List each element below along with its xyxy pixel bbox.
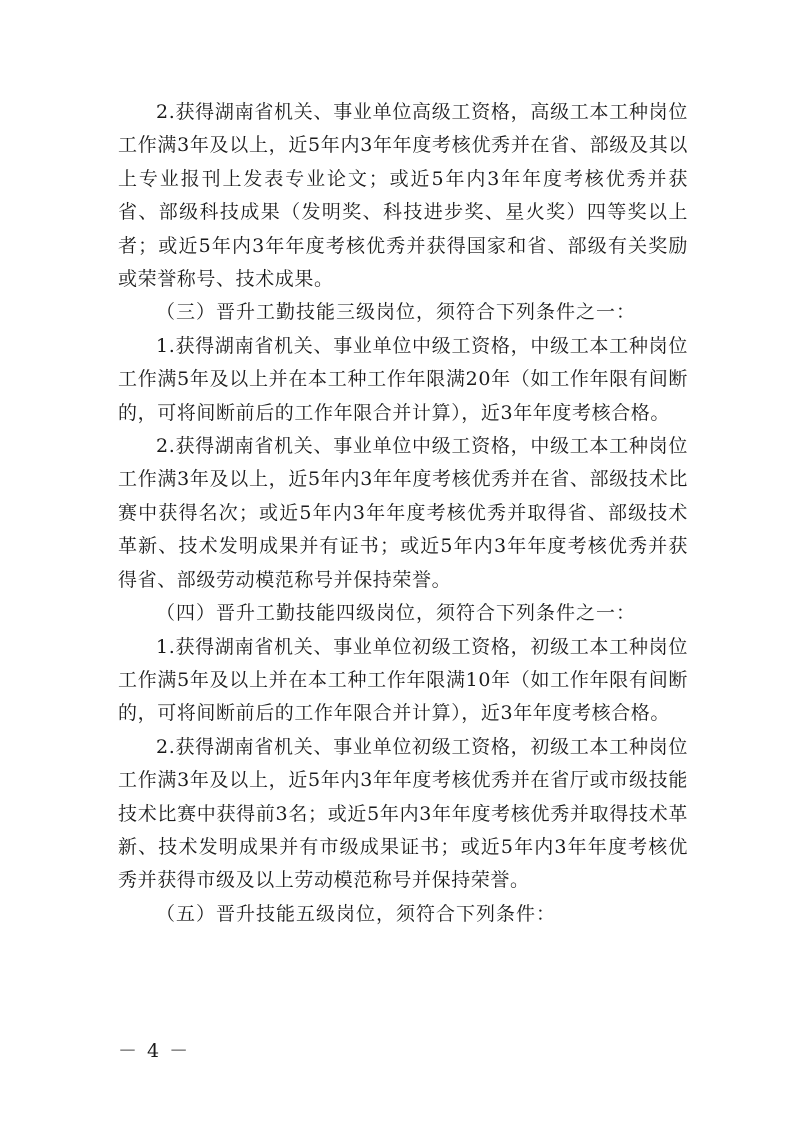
paragraph-level-3-condition-2: 2.获得湖南省机关、事业单位中级工资格，中级工本工种岗位工作满3年及以上，近5年内3年年度考核优秀并在省、部级技术比赛中获得名次；或近5年内3年年度考核优秀并取得省、部级技术革新、技术发明成果并有证书；或近5年内3年年度考核优秀并获得省、部级劳动模范称号并保持荣誉。 (118, 435, 688, 591)
paragraph-level-3-condition-1: 1.获得湖南省机关、事业单位中级工资格，中级工本工种岗位工作满5年及以上并在本工种工作年限满20年（如工作年限有间断的，可将间断前后的工作年限合并计算），近3年年度考核合格。 (118, 334, 688, 424)
paragraph-level-4-condition-1: 1.获得湖南省机关、事业单位初级工资格，初级工本工种岗位工作满5年及以上并在本工种工作年限满10年（如工作年限有间断的，可将间断前后的工作年限合并计算），近3年年度考核合格。 (118, 635, 688, 725)
paragraph-senior-worker-condition-2: 2.获得湖南省机关、事业单位高级工资格，高级工本工种岗位工作满3年及以上，近5年内3年年度考核优秀并在省、部级及其以上专业报刊上发表专业论文；或近5年内3年年度考核优秀并获省、部级科技成果（发明奖、科技进步奖、星火奖）四等奖以上者；或近5年内3年年度考核优秀并获得国家和省、部级有关奖励或荣誉称号、技术成果。 (118, 101, 688, 291)
section-heading-level-5: （五）晋升技能五级岗位，须符合下列条件： (156, 902, 557, 925)
section-heading-level-4: （四）晋升工勤技能四级岗位，须符合下列条件之一： (156, 602, 637, 625)
document-body (118, 96, 688, 931)
paragraph-level-4-condition-2: 2.获得湖南省机关、事业单位初级工资格，初级工本工种岗位工作满3年及以上，近5年内3年年度考核优秀并在省厅或市级技能技术比赛中获得前3名；或近5年内3年年度考核优秀并取得技术革新、技术发明成果并有市级成果证书；或近5年内3年年度考核优秀并获得市级及以上劳动模范称号并保持荣誉。 (118, 735, 688, 892)
section-heading-level-3: （三）晋升工勤技能三级岗位，须符合下列条件之一： (156, 301, 637, 324)
page-number: － 4 － (118, 1040, 191, 1062)
